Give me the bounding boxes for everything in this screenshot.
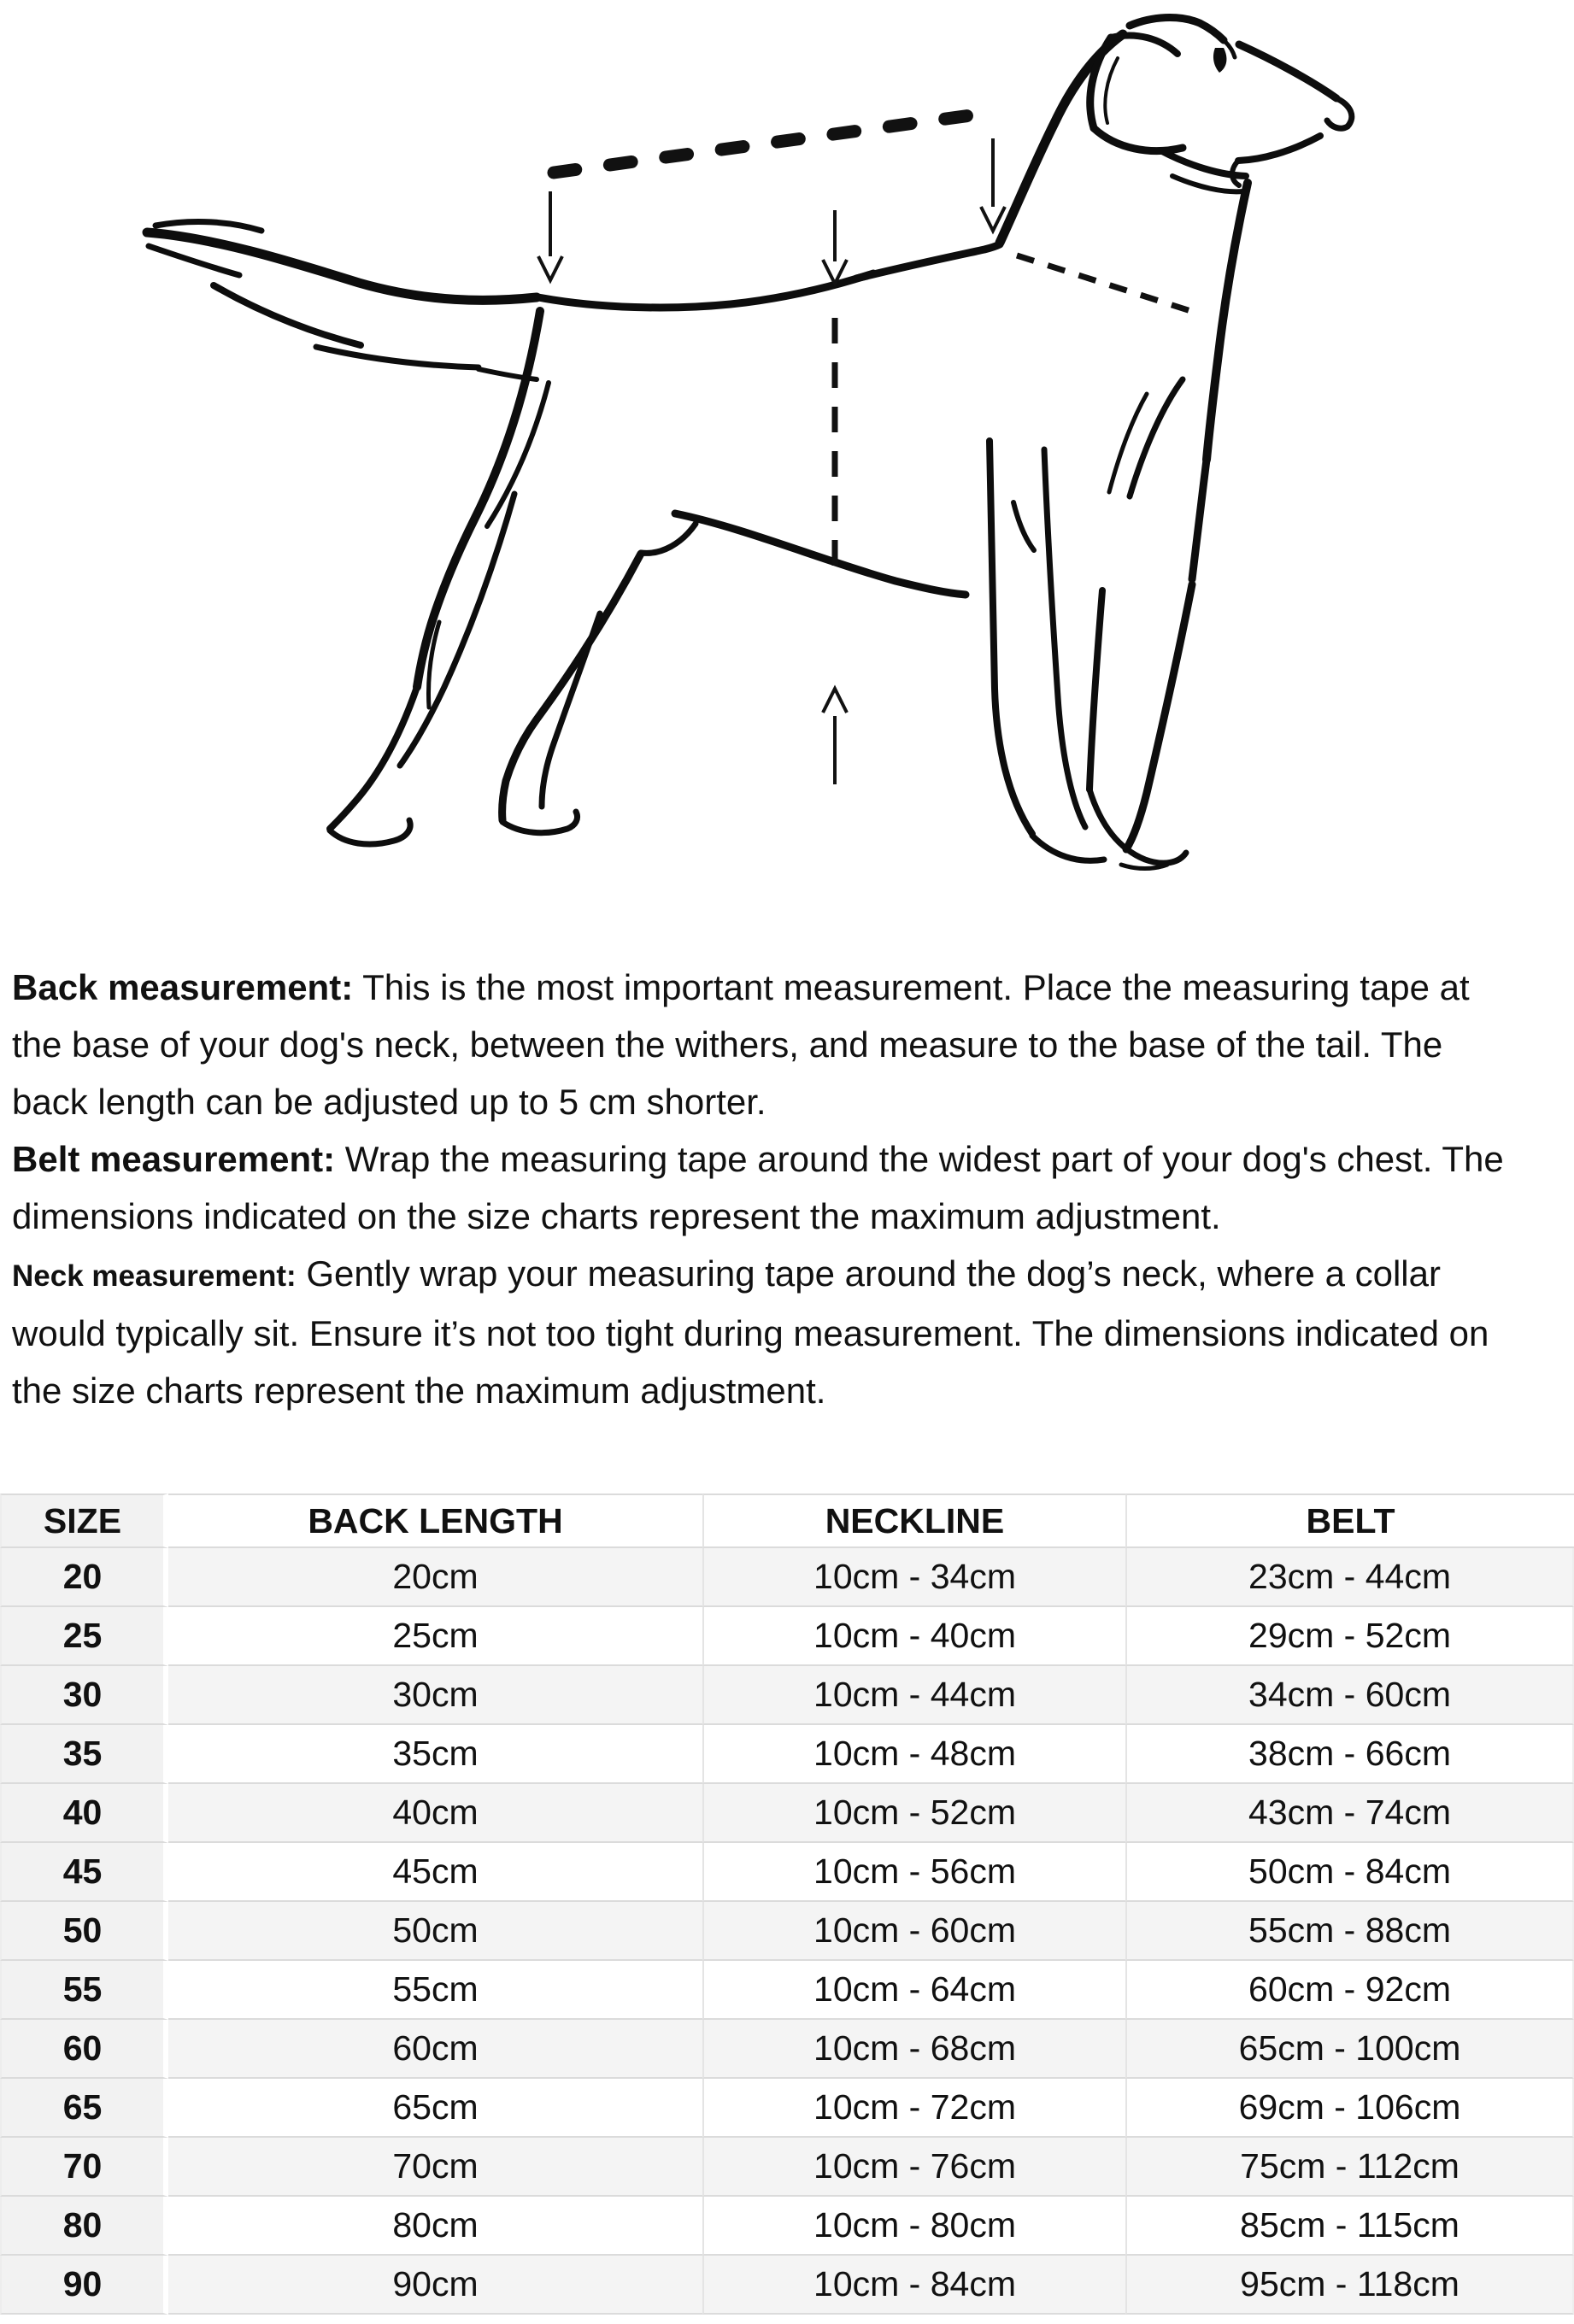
back-stroke: [856, 244, 1000, 279]
hind-paw-stroke: [330, 820, 410, 844]
table-row: [0, 1607, 1574, 1666]
size-cell: 60: [0, 2020, 168, 2079]
back-stroke: [538, 273, 873, 308]
instruction-back-label: Back measurement:: [12, 967, 354, 1007]
belt-cell: 60cm - 92cm: [1125, 1961, 1574, 2020]
size-chart-table: [0, 1494, 1574, 2315]
size-cell: 25: [0, 1607, 168, 1666]
dog-measurement-illustration: [34, 14, 1574, 902]
instruction-back: [12, 959, 1504, 1130]
back-length-cell: 35cm: [168, 1725, 702, 1784]
tail-stroke: [214, 285, 361, 345]
elbow-accent-stroke: [1013, 502, 1034, 550]
instruction-belt-label: Belt measurement:: [12, 1139, 336, 1179]
tail-strokes: [147, 221, 537, 379]
throat-stroke: [1207, 183, 1248, 460]
front-leg-stroke: [990, 441, 1032, 834]
arrow-head: [538, 256, 562, 280]
column-header-belt: BELT: [1125, 1494, 1574, 1548]
size-cell: 35: [0, 1725, 168, 1784]
muzzle-stroke: [1239, 44, 1336, 98]
front-paw-stroke: [1032, 836, 1104, 860]
measurement-guides: [538, 113, 1201, 784]
size-cell: 50: [0, 1902, 168, 1961]
table-row: [0, 1902, 1574, 1961]
belly-tuck-stroke: [641, 524, 696, 553]
back-length-cell: 90cm: [168, 2256, 702, 2315]
front-leg-stroke: [1089, 590, 1102, 789]
up-arrow-icon: [823, 689, 847, 784]
table-row: [0, 1961, 1574, 2020]
measurement-instructions: [0, 959, 1504, 1419]
size-cell: 40: [0, 1784, 168, 1843]
hind-paw-stroke: [502, 812, 578, 833]
tail-stroke: [316, 347, 479, 367]
belt-cell: 65cm - 100cm: [1125, 2020, 1574, 2079]
shoulder-accent-stroke: [1109, 394, 1147, 492]
back-length-cell: 50cm: [168, 1902, 702, 1961]
nose-stroke: [1327, 98, 1352, 128]
table-row: [0, 1548, 1574, 1607]
instruction-belt-text: Wrap the measuring tape around the widest part of your dog's chest. The dimensions indicated on the size charts represent the maximum adjustment.: [12, 1139, 1504, 1236]
neckline-cell: 10cm - 76cm: [702, 2138, 1125, 2197]
down-arrow-icon-left: [538, 191, 562, 280]
ear-inner-stroke: [1105, 58, 1118, 123]
neckline-cell: 10cm - 56cm: [702, 1843, 1125, 1902]
column-header-back-length: BACK LENGTH: [168, 1494, 702, 1548]
column-header-neckline: NECKLINE: [702, 1494, 1125, 1548]
belt-cell: 38cm - 66cm: [1125, 1725, 1574, 1784]
neckline-cell: 10cm - 44cm: [702, 1666, 1125, 1725]
belt-cell: 55cm - 88cm: [1125, 1902, 1574, 1961]
size-cell: 65: [0, 2079, 168, 2138]
ear-strokes: [1090, 35, 1183, 150]
dog-illustration-svg: [34, 14, 1574, 902]
ear-stroke: [1111, 35, 1178, 54]
table-row: [0, 2197, 1574, 2256]
size-cell: 80: [0, 2197, 168, 2256]
front-leg-stroke: [1044, 449, 1085, 827]
table-row: [0, 1843, 1574, 1902]
instruction-belt: [12, 1130, 1504, 1245]
back-length-cell: 55cm: [168, 1961, 702, 2020]
back-length-cell: 30cm: [168, 1666, 702, 1725]
tail-stroke: [156, 221, 261, 231]
front-paw-toe-stroke: [1121, 865, 1167, 869]
belt-cell: 43cm - 74cm: [1125, 1784, 1574, 1843]
back-length-cell: 65cm: [168, 2079, 702, 2138]
belt-cell: 34cm - 60cm: [1125, 1666, 1574, 1725]
arrow-head: [981, 207, 1005, 231]
size-chart-body: [0, 1548, 1574, 2315]
neckline-cell: 10cm - 68cm: [702, 2020, 1125, 2079]
back-length-cell: 25cm: [168, 1607, 702, 1666]
neckline-dashed-line: [1017, 255, 1201, 314]
eye: [1213, 48, 1226, 73]
table-row: [0, 1666, 1574, 1725]
size-cell: 70: [0, 2138, 168, 2197]
front-leg-stroke: [1126, 584, 1192, 849]
arrow-head: [823, 689, 847, 713]
table-row: [0, 1725, 1574, 1784]
back-length-cell: 70cm: [168, 2138, 702, 2197]
column-header-size: SIZE: [0, 1494, 168, 1548]
neckline-cell: 10cm - 80cm: [702, 2197, 1125, 2256]
shoulder-accent-stroke: [1130, 379, 1183, 496]
size-cell: 55: [0, 1961, 168, 2020]
belt-cell: 50cm - 84cm: [1125, 1843, 1574, 1902]
hind-legs: [330, 311, 641, 844]
back-length-cell: 40cm: [168, 1784, 702, 1843]
mouth-stroke: [1238, 136, 1320, 161]
neckline-cell: 10cm - 40cm: [702, 1607, 1125, 1666]
belt-cell: 95cm - 118cm: [1125, 2256, 1574, 2315]
size-cell: 20: [0, 1548, 168, 1607]
instruction-neck: [12, 1245, 1504, 1419]
neckline-cell: 10cm - 64cm: [702, 1961, 1125, 2020]
table-row: [0, 1784, 1574, 1843]
back-length-dashed-line: [554, 113, 990, 173]
instruction-back-text: This is the most important measurement. Place the measuring tape at the base of your dog's neck, between the withers, and measure to the base of the tail. The back length can be adjusted up to 5 cm shorter.: [12, 967, 1470, 1122]
hind-leg-stroke: [542, 613, 600, 807]
back-length-cell: 45cm: [168, 1843, 702, 1902]
belt-cell: 75cm - 112cm: [1125, 2138, 1574, 2197]
belt-cell: 85cm - 115cm: [1125, 2197, 1574, 2256]
belt-cell: 69cm - 106cm: [1125, 2079, 1574, 2138]
ear-stroke: [1094, 128, 1183, 151]
neckline-cell: 10cm - 52cm: [702, 1784, 1125, 1843]
back-length-cell: 60cm: [168, 2020, 702, 2079]
size-cell: 45: [0, 1843, 168, 1902]
belly-stroke: [675, 514, 966, 595]
neckline-cell: 10cm - 72cm: [702, 2079, 1125, 2138]
neckline-cell: 10cm - 48cm: [702, 1725, 1125, 1784]
belt-cell: 23cm - 44cm: [1125, 1548, 1574, 1607]
neckline-cell: 10cm - 84cm: [702, 2256, 1125, 2315]
neckline-cell: 10cm - 34cm: [702, 1548, 1125, 1607]
front-legs: [990, 441, 1192, 869]
hind-leg-stroke: [400, 494, 514, 766]
table-row: [0, 2020, 1574, 2079]
size-chart-header: [0, 1494, 1574, 1548]
back-length-cell: 20cm: [168, 1548, 702, 1607]
table-row: [0, 2138, 1574, 2197]
belt-cell: 29cm - 52cm: [1125, 1607, 1574, 1666]
size-guide-page: [0, 14, 1574, 2324]
brow-stroke: [1225, 42, 1235, 57]
instruction-neck-label: Neck measurement:: [12, 1259, 297, 1293]
table-row: [0, 2079, 1574, 2138]
neckline-cell: 10cm - 60cm: [702, 1902, 1125, 1961]
chest-stroke: [1192, 460, 1207, 579]
down-arrow-icon-right: [981, 138, 1005, 231]
table-row: [0, 2256, 1574, 2315]
instruction-neck-text: Gently wrap your measuring tape around the dog’s neck, where a collar would typically sit. Ensure it’s not too tight during measurement. The dimensions indicated on the size charts represent the maximum adjustment.: [12, 1253, 1489, 1411]
down-arrow-icon-middle: [823, 210, 847, 284]
size-cell: 90: [0, 2256, 168, 2315]
back-length-cell: 80cm: [168, 2197, 702, 2256]
header-row: [0, 1494, 1574, 1548]
size-cell: 30: [0, 1666, 168, 1725]
tail-stroke: [149, 246, 239, 275]
